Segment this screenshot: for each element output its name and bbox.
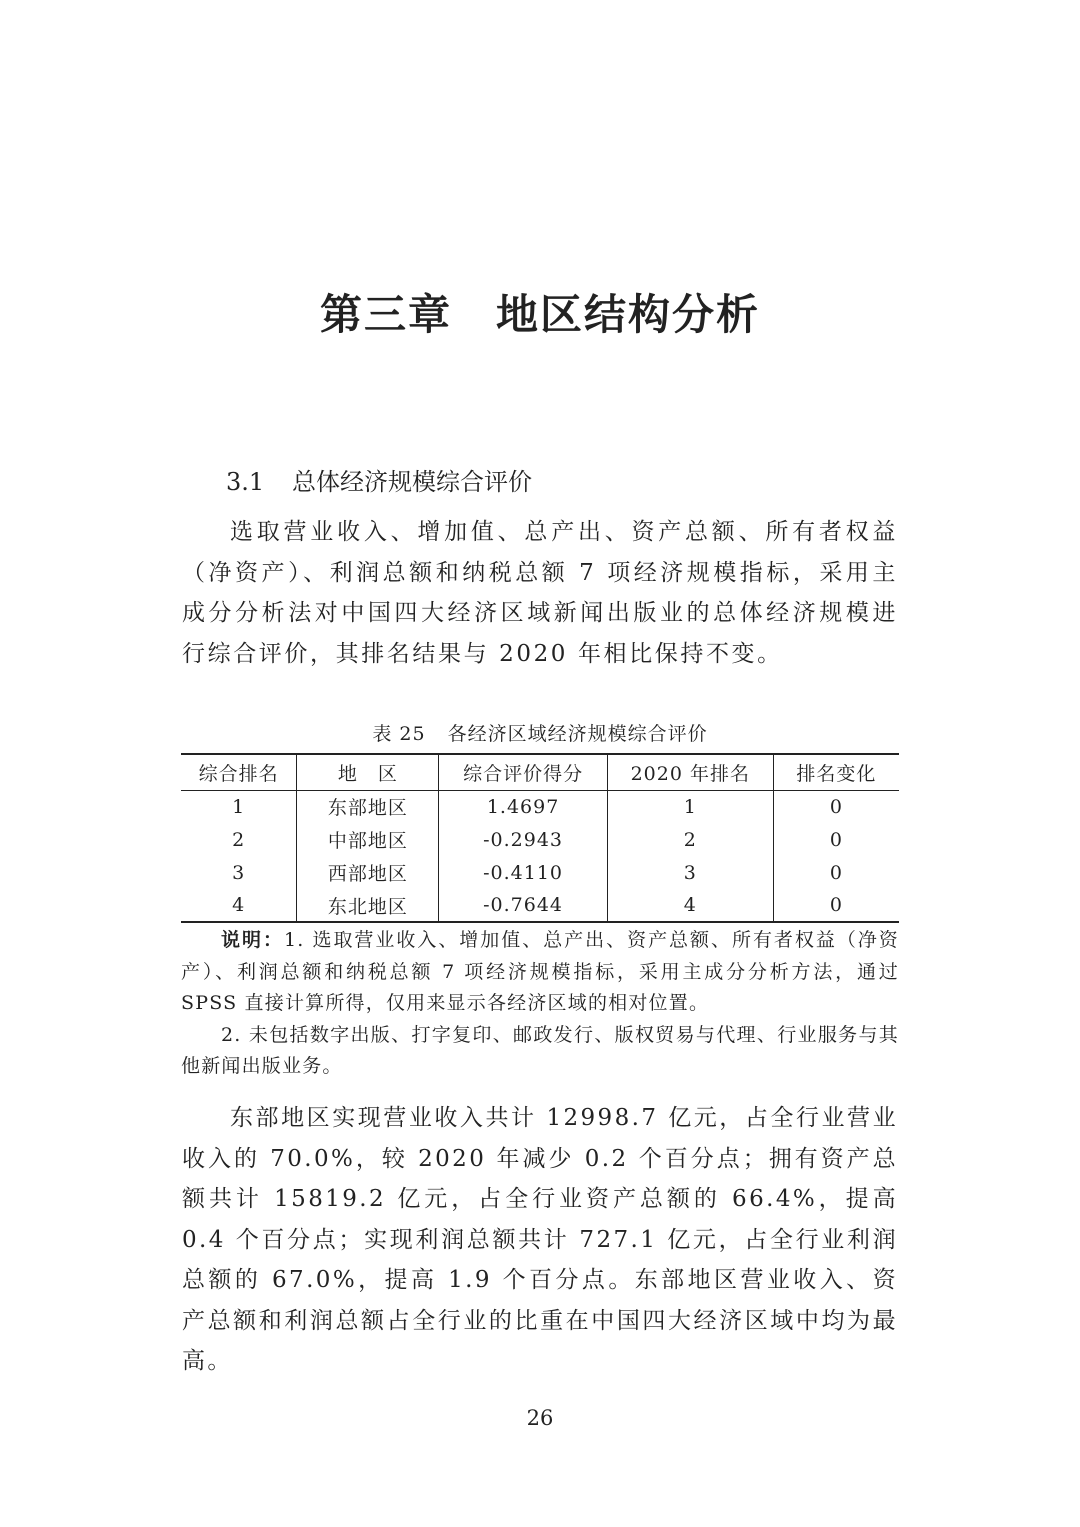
cell-rank: 2 bbox=[232, 828, 246, 851]
cell-rank-change: 0 bbox=[773, 889, 899, 922]
cell-rank-change: 0 bbox=[773, 823, 899, 856]
cell-2020-rank: 2 bbox=[607, 823, 773, 856]
table-row bbox=[181, 823, 899, 856]
body-paragraph-2: 东部地区实现营业收入共计 12998.7 亿元，占全行业营业收入的 70.0%，较 2020 年减少 0.2 个百分点；拥有资产总额共计 15819.2 亿元，占全行业资产总额的 66.4%，提高 0.4 个百分点；实现利润总额共计 727.1 亿元，占全行业利润总额的 67.0%，提高 1.9 个百分点。东部地区营业收入、资产总额和利润总额占全行业的比重在中国四大经济区域中均为最高。 bbox=[182, 1105, 898, 1374]
chapter-name: 地区结构分析 bbox=[496, 290, 761, 339]
header-rank-change: 排名变化 bbox=[773, 754, 899, 790]
header-2020-rank: 2020 年排名 bbox=[607, 754, 773, 790]
cell-rank: 1 bbox=[232, 795, 246, 818]
section-number: 3.1 bbox=[226, 468, 265, 496]
cell-region: 西部地区 bbox=[297, 856, 439, 889]
cell-2020-rank: 4 bbox=[607, 889, 773, 922]
header-region: 地 区 bbox=[297, 754, 439, 790]
cell-rank-change: 0 bbox=[773, 790, 899, 823]
cell-score: 1.4697 bbox=[439, 790, 607, 823]
header-overall-rank: 综合排名 bbox=[181, 754, 297, 790]
cell-2020-rank: 3 bbox=[607, 856, 773, 889]
cell-2020-rank: 1 bbox=[607, 790, 773, 823]
chapter-number: 第三章 bbox=[319, 290, 452, 339]
cell-rank: 4 bbox=[181, 889, 297, 922]
cell-score: -0.2943 bbox=[439, 823, 607, 856]
regional-evaluation-table bbox=[181, 753, 899, 923]
cell-region: 东部地区 bbox=[297, 790, 439, 823]
table-note-2: 2. 未包括数字出版、打字复印、邮政发行、版权贸易与代理、行业服务与其他新闻出版业务。 bbox=[181, 1023, 899, 1077]
cell-region: 东北地区 bbox=[297, 889, 439, 922]
table-caption-title: 各经济区域经济规模综合评价 bbox=[447, 723, 708, 745]
cell-score: -0.4110 bbox=[439, 856, 607, 889]
section-title: 总体经济规模综合评价 bbox=[292, 468, 532, 496]
cell-score: -0.7644 bbox=[439, 889, 607, 922]
table-note-1-text: 1. 选取营业收入、增加值、总产出、资产总额、所有者权益（净资产）、利润总额和纳税总额 7 项经济规模指标，采用主成分分析方法，通过 SPSS 直接计算所得，仅用来显示各经济区域的相对位置。 bbox=[181, 929, 899, 1014]
table-row bbox=[181, 889, 899, 922]
section-heading bbox=[226, 462, 532, 497]
table-row bbox=[181, 856, 899, 889]
header-score: 综合评价得分 bbox=[439, 754, 607, 790]
table-header-row bbox=[181, 754, 899, 790]
cell-region: 中部地区 bbox=[297, 823, 439, 856]
body-paragraph-1: 选取营业收入、增加值、总产出、资产总额、所有者权益（净资产）、利润总额和纳税总额 7 项经济规模指标，采用主成分分析法对中国四大经济区域新闻出版业的总体经济规模进行综合评价，其排名结果与 2020 年相比保持不变。 bbox=[182, 519, 898, 667]
chapter-title bbox=[0, 282, 1080, 342]
table-notes bbox=[181, 925, 899, 1083]
cell-rank-change: 0 bbox=[773, 856, 899, 889]
table-note-label: 说明： bbox=[221, 929, 284, 951]
table-caption bbox=[0, 719, 1080, 746]
page-number: 26 bbox=[526, 1406, 554, 1430]
table-note-1 bbox=[181, 925, 899, 1020]
table-caption-number: 表 25 bbox=[372, 723, 426, 745]
table-row bbox=[181, 790, 899, 823]
cell-rank: 3 bbox=[232, 861, 246, 884]
